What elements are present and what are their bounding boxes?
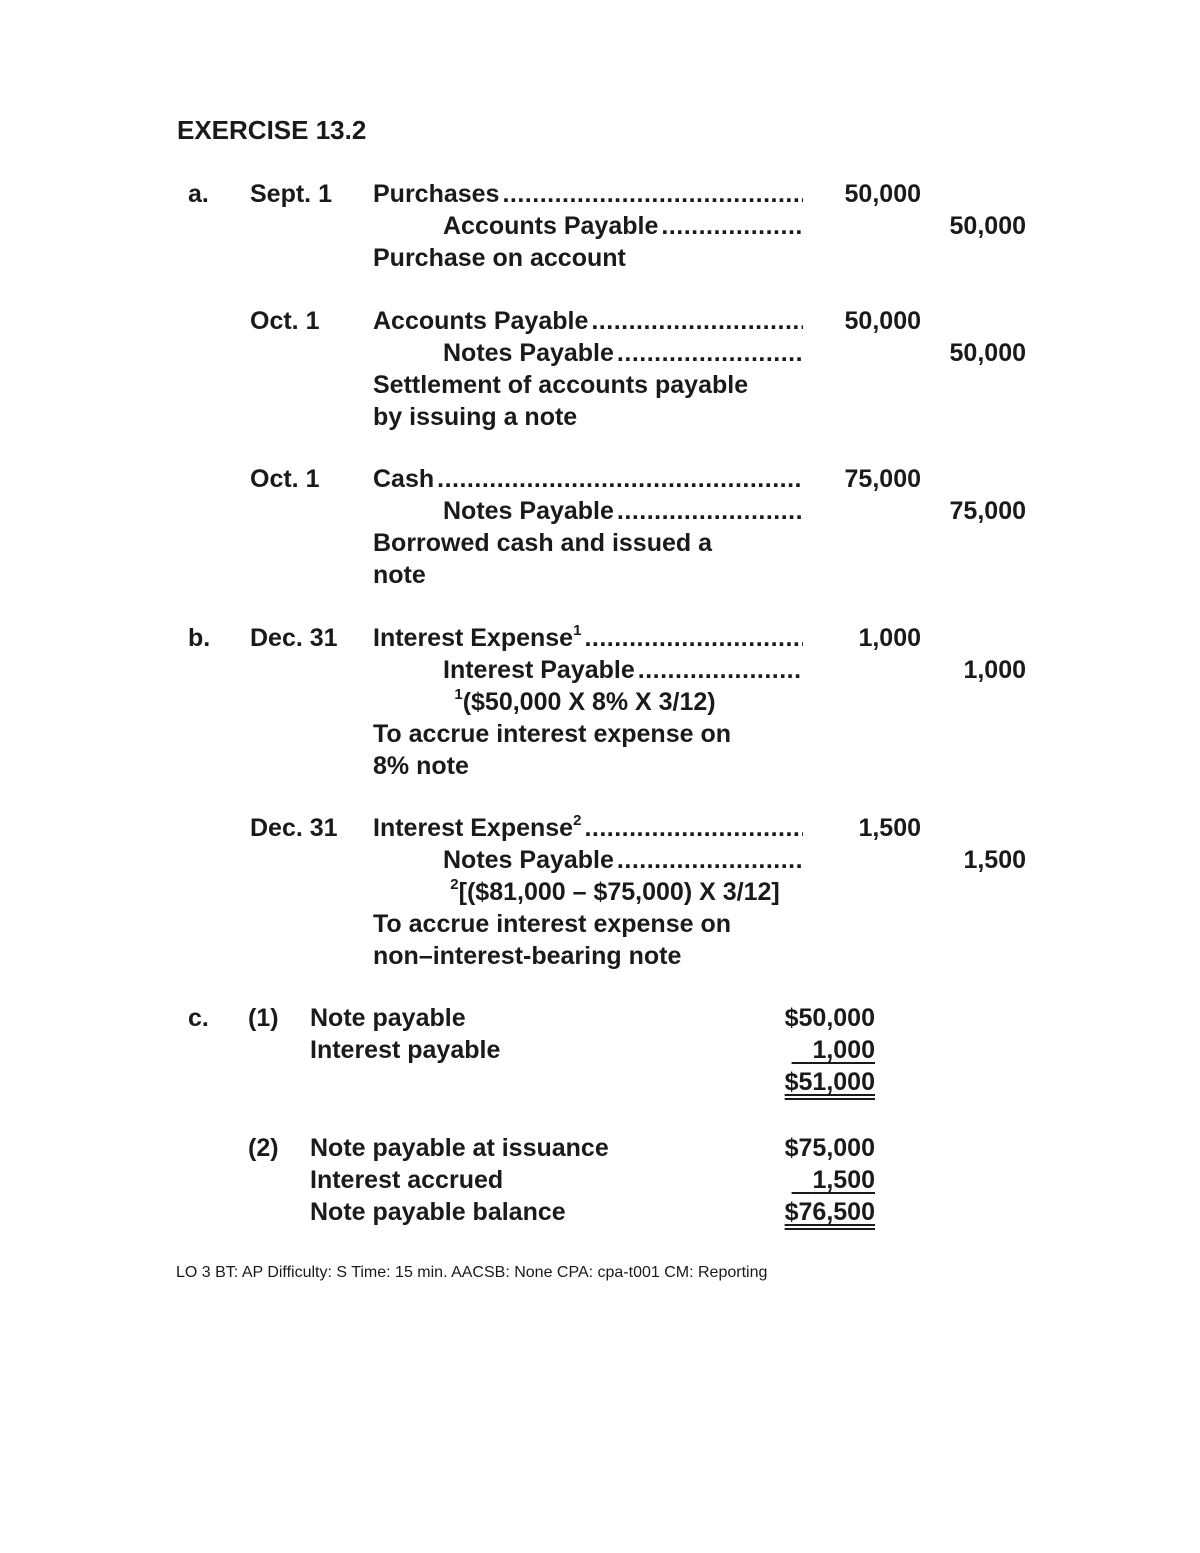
entry-explanation: Purchase on account [373, 244, 626, 272]
debit-account: Purchases ..... [373, 178, 803, 210]
summary-amount: 1,000 [812, 1036, 875, 1064]
credit-amount: 50,000 [949, 339, 1026, 367]
entry-explanation: To accrue interest expense on [373, 720, 731, 748]
entry-date: Oct. 1 [250, 307, 320, 335]
credit-account: Notes Payable ..... [443, 337, 803, 369]
entry-date: Sept. 1 [250, 180, 332, 208]
credit-amount: 75,000 [949, 497, 1026, 525]
summary-label: Interest accrued [310, 1166, 504, 1194]
entry-explanation: by issuing a note [373, 403, 578, 431]
summary-amount: $50,000 [784, 1004, 875, 1032]
credit-account: Interest Payable ..... [443, 654, 803, 686]
exercise-title: EXERCISE 13.2 [177, 115, 367, 145]
summary-amount: 1,500 [812, 1166, 875, 1194]
interest-calculation: $^1$($50,000 X 8% X 3/12) [454, 685, 716, 716]
credit-amount: 1,000 [963, 656, 1026, 684]
entry-explanation: 8% note [373, 752, 469, 780]
summary-label: Note payable [310, 1004, 466, 1032]
debit-amount: 75,000 [844, 465, 921, 493]
summary-total: $76,500 [784, 1198, 875, 1226]
credit-account: Notes Payable ..... [443, 495, 803, 527]
footnote-marker: 2 [573, 812, 582, 829]
entry-explanation: Settlement of accounts payable [373, 371, 749, 399]
summary-amount: $75,000 [784, 1134, 875, 1162]
entry-explanation: Borrowed cash and issued a [373, 529, 712, 557]
entry-date: Dec. 31 [250, 814, 338, 842]
footnote-marker: 1 [573, 622, 582, 639]
debit-account: Cash ..... [373, 463, 803, 495]
debit-account: Interest Expense$^1$ ..... [373, 622, 803, 654]
part-a-label: a. [188, 180, 209, 208]
part-b-label: b. [188, 624, 211, 652]
credit-amount: 1,500 [963, 846, 1026, 874]
debit-account: Accounts Payable ..... [373, 305, 803, 337]
credit-account: Accounts Payable ..... [443, 210, 803, 242]
credit-account: Notes Payable ..... [443, 844, 803, 876]
entry-date: Oct. 1 [250, 465, 320, 493]
entry-explanation: non–interest-bearing note [373, 942, 682, 970]
footnote-marker: 2 [450, 875, 459, 893]
debit-account: Interest Expense$^2$ ..... [373, 812, 803, 844]
footer-metadata: LO 3 BT: AP Difficulty: S Time: 15 min. AACSB: None CPA: cpa-t001 CM: Reporting [176, 1264, 768, 1281]
summary-total: $51,000 [784, 1068, 875, 1096]
footnote-marker: 1 [454, 685, 463, 703]
debit-amount: 1,500 [858, 814, 921, 842]
item-number: (2) [248, 1134, 279, 1162]
item-number: (1) [248, 1004, 279, 1032]
summary-label: Note payable at issuance [310, 1134, 609, 1162]
debit-amount: 1,000 [858, 624, 921, 652]
summary-label: Interest payable [310, 1036, 501, 1064]
credit-amount: 50,000 [949, 212, 1026, 240]
debit-amount: 50,000 [844, 307, 921, 335]
entry-explanation: note [373, 561, 426, 589]
debit-amount: 50,000 [844, 180, 921, 208]
part-c-label: c. [188, 1004, 209, 1032]
summary-label: Note payable balance [310, 1198, 566, 1226]
interest-calculation: $^2$[($81,000 – $75,000) X 3/12] [450, 875, 780, 906]
entry-explanation: To accrue interest expense on [373, 910, 731, 938]
entry-date: Dec. 31 [250, 624, 338, 652]
